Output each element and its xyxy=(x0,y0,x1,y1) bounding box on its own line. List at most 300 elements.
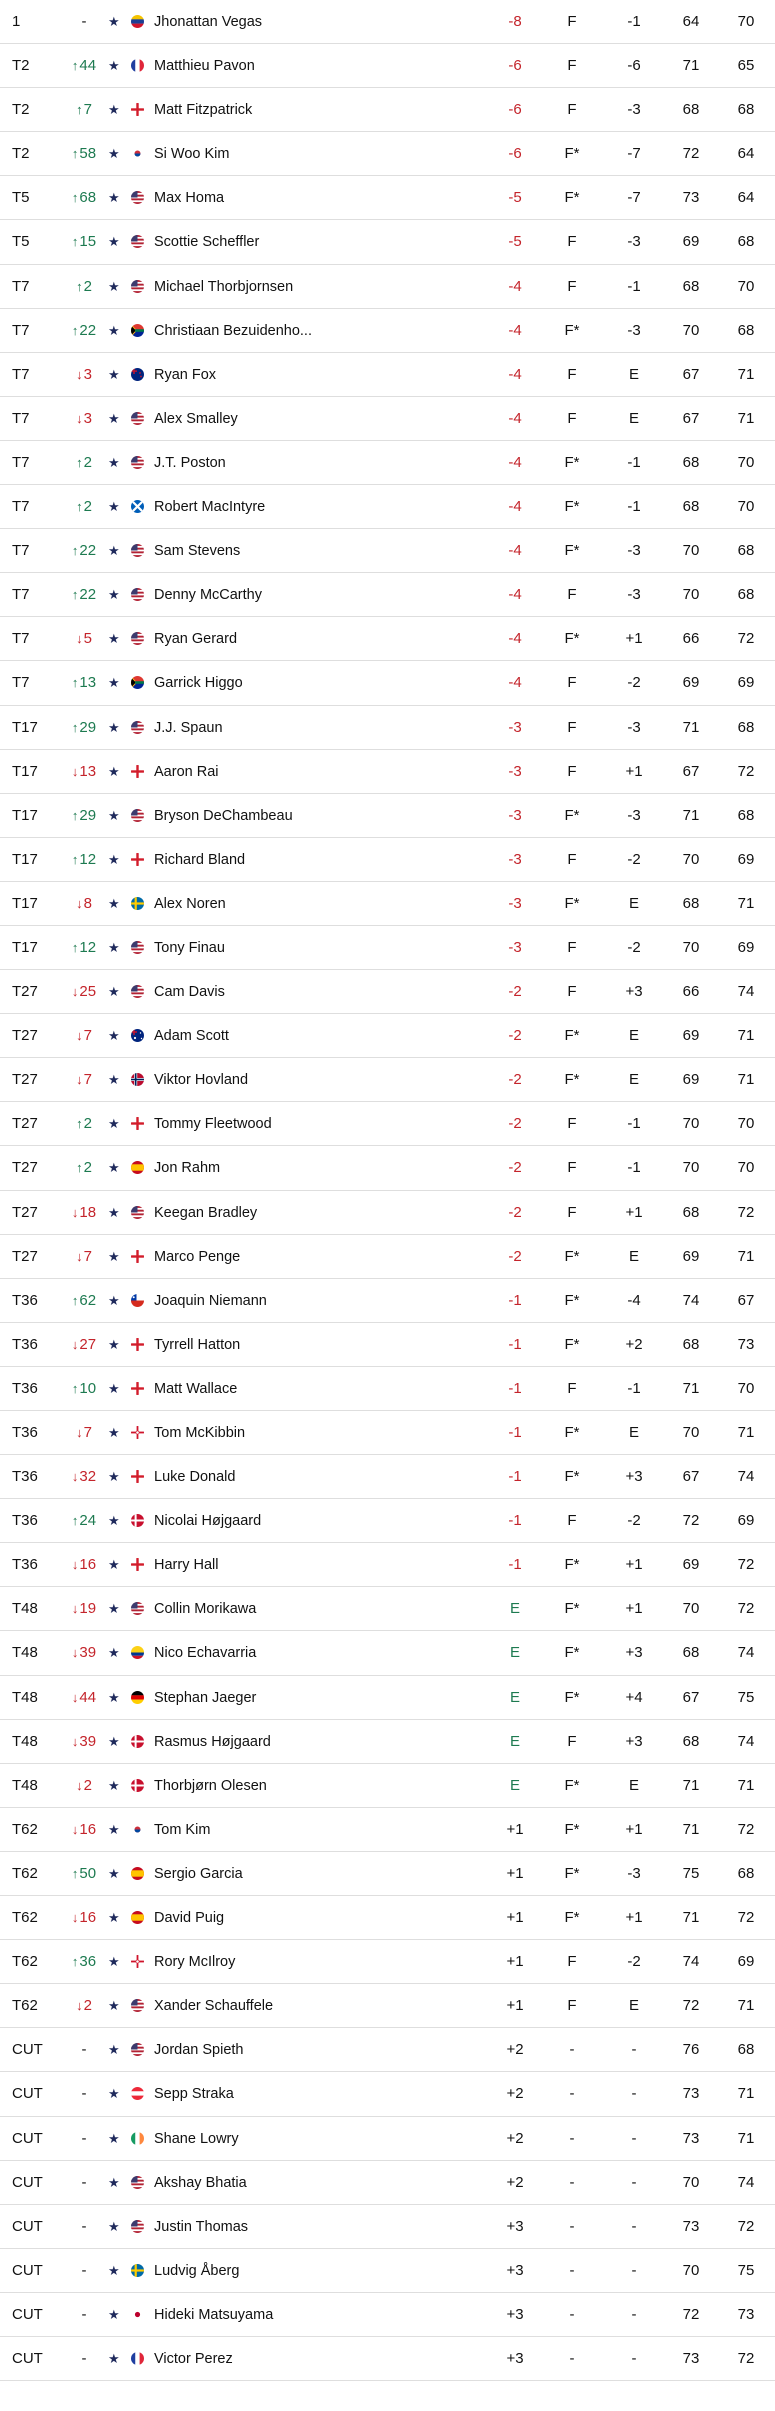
player-name[interactable]: Richard Bland xyxy=(154,851,246,868)
player-name[interactable]: Tyrrell Hatton xyxy=(154,1336,241,1353)
favorite-star-icon[interactable]: ★ xyxy=(108,763,120,779)
arrow-up-icon: ↑ xyxy=(71,1954,79,1970)
arrow-down-icon: ↓ xyxy=(76,366,83,382)
arrow-down-icon: ↓ xyxy=(71,984,79,1000)
favorite-star-icon[interactable]: ★ xyxy=(108,984,120,1000)
favorite-star-icon[interactable]: ★ xyxy=(108,1072,120,1088)
player-row[interactable] xyxy=(0,353,775,397)
player-row[interactable] xyxy=(0,2249,775,2293)
arrow-up-icon: ↑ xyxy=(76,1160,83,1176)
player-name[interactable]: Marco Penge xyxy=(154,1248,241,1265)
player-row[interactable] xyxy=(0,441,775,485)
round-score: -3 xyxy=(627,101,641,119)
flag-usa-icon xyxy=(131,941,144,954)
position-change-value: 44 xyxy=(79,57,97,75)
total-score: +1 xyxy=(506,1953,524,1971)
player-row[interactable] xyxy=(0,220,775,264)
round-2-strokes: 68 xyxy=(737,806,755,824)
round-2-strokes: 69 xyxy=(737,1953,755,1971)
player-row[interactable] xyxy=(0,397,775,441)
player-name[interactable]: Hideki Matsuyama xyxy=(154,2306,274,2323)
player-name[interactable]: Sergio Garcia xyxy=(154,1865,243,1882)
thru: - xyxy=(569,2261,575,2279)
arrow-down-icon: ↓ xyxy=(76,1425,83,1440)
favorite-star-icon[interactable]: ★ xyxy=(108,1865,120,1881)
position-change xyxy=(66,88,102,132)
favorite-star-icon[interactable]: ★ xyxy=(108,499,120,515)
favorite-star-icon[interactable]: ★ xyxy=(108,454,120,470)
player-name[interactable]: Jon Rahm xyxy=(154,1160,221,1177)
player-name[interactable]: David Puig xyxy=(154,1910,225,1927)
player-row[interactable] xyxy=(0,1764,775,1808)
player-name[interactable]: Sepp Straka xyxy=(154,2086,234,2103)
player-row[interactable] xyxy=(0,1146,775,1190)
position-change-value: 12 xyxy=(79,850,97,868)
player-name[interactable]: Ryan Gerard xyxy=(154,631,238,648)
player-name[interactable]: Jordan Spieth xyxy=(154,2042,244,2059)
round-1-strokes: 70 xyxy=(682,1159,700,1177)
player-row[interactable] xyxy=(0,2161,775,2205)
player-row[interactable] xyxy=(0,1852,775,1896)
player-name[interactable]: Collin Morikawa xyxy=(154,1601,257,1618)
total-score: +3 xyxy=(506,2217,524,2235)
arrow-down-icon: ↓ xyxy=(76,1028,83,1044)
position: T48 xyxy=(12,1600,38,1618)
round-2-strokes: 74 xyxy=(737,983,755,1001)
position-change-value: 22 xyxy=(79,586,97,604)
round-2-strokes: 74 xyxy=(737,1644,755,1662)
round-score: +1 xyxy=(625,1556,643,1574)
flag-norway-icon xyxy=(131,1073,144,1086)
flag-colombia-icon xyxy=(131,1646,144,1659)
player-name[interactable]: Keegan Bradley xyxy=(154,1204,258,1221)
arrow-up-icon: ↑ xyxy=(71,58,79,74)
total-score: +1 xyxy=(506,1820,524,1838)
player-name[interactable]: Joaquin Niemann xyxy=(154,1292,267,1309)
player-name[interactable]: Ryan Fox xyxy=(154,366,217,383)
round-score: -7 xyxy=(627,189,641,207)
player-row[interactable] xyxy=(0,1191,775,1235)
favorite-star-icon[interactable]: ★ xyxy=(108,1028,120,1044)
player-row[interactable] xyxy=(0,1279,775,1323)
player-name[interactable]: Bryson DeChambeau xyxy=(154,807,293,824)
player-name[interactable]: Sam Stevens xyxy=(154,543,241,560)
round-1-strokes: 73 xyxy=(682,2349,700,2367)
thru: F xyxy=(567,586,577,604)
favorite-star-icon[interactable]: ★ xyxy=(108,1777,120,1793)
flag-south-korea-icon xyxy=(131,1823,144,1836)
player-name[interactable]: Cam Davis xyxy=(154,984,225,1001)
total-score: E xyxy=(509,1600,520,1618)
round-2-strokes: 70 xyxy=(737,1379,755,1397)
favorite-star-icon[interactable]: ★ xyxy=(108,410,120,426)
favorite-star-icon[interactable]: ★ xyxy=(108,278,120,294)
position: T7 xyxy=(12,365,30,383)
favorite-star-icon[interactable]: ★ xyxy=(108,675,120,691)
player-row[interactable] xyxy=(0,2293,775,2337)
flag-usa-icon xyxy=(131,2220,144,2233)
player-name[interactable]: Matthieu Pavon xyxy=(154,58,255,75)
player-row[interactable] xyxy=(0,1896,775,1940)
player-row[interactable] xyxy=(0,1367,775,1411)
favorite-star-icon[interactable]: ★ xyxy=(108,102,120,118)
favorite-star-icon[interactable]: ★ xyxy=(108,1469,120,1485)
player-name[interactable]: Matt Fitzpatrick xyxy=(154,102,253,119)
player-row[interactable] xyxy=(0,1455,775,1499)
total-score: -3 xyxy=(508,938,522,956)
flag-england-icon xyxy=(131,1470,144,1483)
player-row[interactable] xyxy=(0,706,775,750)
thru: F* xyxy=(564,542,580,560)
favorite-star-icon[interactable]: ★ xyxy=(108,234,120,250)
flag-england-icon xyxy=(131,1338,144,1351)
round-2-strokes: 69 xyxy=(737,938,755,956)
position-change-value: 10 xyxy=(79,1379,97,1397)
favorite-star-icon[interactable]: ★ xyxy=(108,1116,120,1132)
favorite-star-icon[interactable]: ★ xyxy=(108,2218,120,2234)
player-name[interactable]: Alex Smalley xyxy=(154,410,238,427)
round-2-strokes: 72 xyxy=(737,1203,755,1221)
player-name[interactable]: Viktor Hovland xyxy=(154,1072,249,1089)
total-score: +2 xyxy=(506,2085,524,2103)
flag-spain-icon xyxy=(131,1911,144,1924)
round-1-strokes: 72 xyxy=(682,1997,700,2015)
favorite-star-icon[interactable]: ★ xyxy=(108,1910,120,1926)
favorite-star-icon[interactable]: ★ xyxy=(108,1645,120,1661)
thru: F xyxy=(567,277,577,295)
round-score: E xyxy=(628,1776,639,1794)
round-score: - xyxy=(631,2349,637,2367)
position: CUT xyxy=(12,2173,43,2191)
round-1-strokes: 70 xyxy=(682,586,700,604)
favorite-star-icon[interactable]: ★ xyxy=(108,2350,120,2366)
round-2-strokes: 68 xyxy=(737,233,755,251)
round-1-strokes: 68 xyxy=(682,277,700,295)
position: T36 xyxy=(12,1424,38,1441)
flag-england-icon xyxy=(131,1558,144,1571)
thru: F* xyxy=(564,1600,580,1618)
player-name[interactable]: Rasmus Højgaard xyxy=(154,1733,271,1750)
total-score: E xyxy=(509,1644,520,1662)
round-score: -1 xyxy=(627,13,641,30)
position: T36 xyxy=(12,1335,38,1353)
favorite-star-icon[interactable]: ★ xyxy=(108,939,120,955)
player-name[interactable]: Denny McCarthy xyxy=(154,587,262,604)
round-2-strokes: 64 xyxy=(737,189,755,207)
favorite-star-icon[interactable]: ★ xyxy=(108,2306,120,2322)
player-name[interactable]: Matt Wallace xyxy=(154,1380,238,1397)
round-score: -3 xyxy=(627,542,641,560)
favorite-star-icon[interactable]: ★ xyxy=(108,2262,120,2278)
flag-ireland-icon xyxy=(131,2132,144,2145)
player-row[interactable] xyxy=(0,2117,775,2161)
total-score: -2 xyxy=(508,1247,522,1265)
total-score: +3 xyxy=(506,2305,524,2323)
player-name[interactable]: Thorbjørn Olesen xyxy=(154,1777,267,1794)
player-row[interactable] xyxy=(0,1631,775,1675)
total-score: -4 xyxy=(508,277,522,295)
round-1-strokes: 66 xyxy=(682,630,700,648)
favorite-star-icon[interactable]: ★ xyxy=(108,1336,120,1352)
favorite-star-icon[interactable]: ★ xyxy=(108,1954,120,1970)
round-2-strokes: 65 xyxy=(737,57,755,75)
position-change: - xyxy=(81,2349,87,2367)
thru: F xyxy=(567,1953,577,1971)
player-name[interactable]: Michael Thorbjornsen xyxy=(154,278,294,295)
position-change-value: 39 xyxy=(79,1732,97,1750)
round-score: - xyxy=(631,2173,637,2191)
player-row[interactable] xyxy=(0,573,775,617)
position-change xyxy=(66,1587,102,1631)
position: T48 xyxy=(12,1776,38,1794)
favorite-star-icon[interactable]: ★ xyxy=(108,1689,120,1705)
player-row[interactable] xyxy=(0,132,775,176)
player-row[interactable] xyxy=(0,2072,775,2116)
favorite-star-icon[interactable]: ★ xyxy=(108,146,120,162)
flag-denmark-icon xyxy=(131,1514,144,1527)
player-row[interactable] xyxy=(0,265,775,309)
player-row[interactable] xyxy=(0,2028,775,2072)
position: T7 xyxy=(12,498,30,516)
favorite-star-icon[interactable]: ★ xyxy=(108,1601,120,1617)
total-score: -4 xyxy=(508,365,522,383)
round-score: +1 xyxy=(625,1820,643,1838)
favorite-star-icon[interactable]: ★ xyxy=(108,543,120,559)
flag-usa-icon xyxy=(131,280,144,293)
player-name[interactable]: Nicolai Højgaard xyxy=(154,1513,262,1530)
thru: F* xyxy=(564,1820,580,1838)
player-name[interactable]: Christiaan Bezuidenho... xyxy=(154,322,312,339)
total-score: -6 xyxy=(508,57,522,75)
thru: F xyxy=(567,57,577,75)
player-name[interactable]: Scottie Scheffler xyxy=(154,234,260,251)
favorite-star-icon[interactable]: ★ xyxy=(108,1821,120,1837)
player-name[interactable]: Aaron Rai xyxy=(154,763,219,780)
player-row[interactable] xyxy=(0,1720,775,1764)
player-name[interactable]: Adam Scott xyxy=(154,1028,229,1045)
round-1-strokes: 70 xyxy=(682,1600,700,1618)
player-name[interactable]: Justin Thomas xyxy=(154,2218,249,2235)
favorite-star-icon[interactable]: ★ xyxy=(108,895,120,911)
total-score: +1 xyxy=(506,1997,524,2015)
round-1-strokes: 69 xyxy=(682,1247,700,1265)
arrow-up-icon: ↑ xyxy=(71,719,79,735)
round-1-strokes: 68 xyxy=(682,1335,700,1353)
position-change-value: 39 xyxy=(79,1644,97,1662)
player-row[interactable] xyxy=(0,1587,775,1631)
favorite-star-icon[interactable]: ★ xyxy=(108,1733,120,1749)
player-row[interactable] xyxy=(0,661,775,705)
favorite-star-icon[interactable]: ★ xyxy=(108,1513,120,1529)
player-row[interactable] xyxy=(0,882,775,926)
arrow-down-icon: ↓ xyxy=(76,1072,83,1088)
round-score: +1 xyxy=(625,762,643,780)
player-row[interactable] xyxy=(0,1499,775,1543)
player-row[interactable] xyxy=(0,1235,775,1279)
favorite-star-icon[interactable]: ★ xyxy=(108,2130,120,2146)
favorite-star-icon[interactable]: ★ xyxy=(108,58,120,74)
thru: F* xyxy=(564,1468,580,1486)
thru: F* xyxy=(564,189,580,207)
total-score: +3 xyxy=(506,2349,524,2367)
position-change xyxy=(66,1191,102,1235)
player-row[interactable] xyxy=(0,1940,775,1984)
player-row[interactable] xyxy=(0,529,775,573)
arrow-up-icon: ↑ xyxy=(76,499,83,515)
position: T36 xyxy=(12,1468,38,1486)
favorite-star-icon[interactable]: ★ xyxy=(108,2042,120,2058)
total-score: -1 xyxy=(508,1335,522,1353)
player-name[interactable]: Robert MacIntyre xyxy=(154,499,266,516)
player-name[interactable]: Akshay Bhatia xyxy=(154,2174,247,2191)
flag-spain-icon xyxy=(131,1161,144,1174)
player-row[interactable] xyxy=(0,1323,775,1367)
player-row[interactable] xyxy=(0,485,775,529)
favorite-star-icon[interactable]: ★ xyxy=(108,1425,120,1440)
arrow-down-icon: ↓ xyxy=(71,763,79,779)
player-name[interactable]: Ludvig Åberg xyxy=(154,2262,240,2279)
favorite-star-icon[interactable]: ★ xyxy=(108,1292,120,1308)
position-change-value: 24 xyxy=(79,1512,97,1530)
player-row[interactable] xyxy=(0,1984,775,2028)
favorite-star-icon[interactable]: ★ xyxy=(108,1204,120,1220)
player-row[interactable] xyxy=(0,2205,775,2249)
position: T36 xyxy=(12,1556,38,1574)
player-row[interactable] xyxy=(0,88,775,132)
player-row[interactable] xyxy=(0,1808,775,1852)
player-row[interactable] xyxy=(0,838,775,882)
favorite-star-icon[interactable]: ★ xyxy=(108,14,120,29)
round-score: +1 xyxy=(625,1600,643,1618)
thru: F xyxy=(567,1203,577,1221)
player-row[interactable] xyxy=(0,617,775,661)
player-name[interactable]: Xander Schauffele xyxy=(154,1998,274,2015)
position-change xyxy=(66,1631,102,1675)
flag-denmark-icon xyxy=(131,1779,144,1792)
player-name[interactable]: Tom McKibbin xyxy=(154,1425,246,1441)
favorite-star-icon[interactable]: ★ xyxy=(108,1380,120,1396)
arrow-down-icon: ↓ xyxy=(71,1821,79,1837)
player-name[interactable]: J.J. Spaun xyxy=(154,719,223,736)
favorite-star-icon[interactable]: ★ xyxy=(108,1557,120,1573)
player-name[interactable]: Nico Echavarria xyxy=(154,1645,257,1662)
favorite-star-icon[interactable]: ★ xyxy=(108,190,120,206)
thru: F* xyxy=(564,1776,580,1794)
player-name[interactable]: Garrick Higgo xyxy=(154,675,243,692)
player-row[interactable] xyxy=(0,44,775,88)
thru: F* xyxy=(564,894,580,912)
position-change-value: 2 xyxy=(83,277,92,295)
favorite-star-icon[interactable]: ★ xyxy=(108,1160,120,1176)
position-change xyxy=(66,132,102,176)
favorite-star-icon[interactable]: ★ xyxy=(108,807,120,823)
arrow-down-icon: ↓ xyxy=(71,1204,79,1220)
player-name[interactable]: Jhonattan Vegas xyxy=(154,14,263,30)
favorite-star-icon[interactable]: ★ xyxy=(108,2086,120,2102)
round-2-strokes: 72 xyxy=(737,1600,755,1618)
position: CUT xyxy=(12,2085,43,2103)
total-score: -1 xyxy=(508,1556,522,1574)
position-change-value: 68 xyxy=(79,189,97,207)
round-1-strokes: 71 xyxy=(682,718,700,736)
player-name[interactable]: Stephan Jaeger xyxy=(154,1689,257,1706)
player-name[interactable]: Rory McIlroy xyxy=(154,1954,236,1971)
player-row[interactable] xyxy=(0,176,775,220)
position-change-value: 7 xyxy=(83,1027,92,1045)
favorite-star-icon[interactable]: ★ xyxy=(108,2174,120,2190)
position: T7 xyxy=(12,542,30,560)
player-name[interactable]: Tony Finau xyxy=(154,939,225,956)
favorite-star-icon[interactable]: ★ xyxy=(108,631,120,647)
total-score: E xyxy=(509,1732,520,1750)
total-score: -3 xyxy=(508,850,522,868)
player-row[interactable] xyxy=(0,1058,775,1102)
player-row[interactable] xyxy=(0,309,775,353)
round-1-strokes: 70 xyxy=(682,542,700,560)
round-2-strokes: 68 xyxy=(737,1864,755,1882)
player-name[interactable]: Si Woo Kim xyxy=(154,146,230,163)
flag-usa-icon xyxy=(131,809,144,822)
position-change xyxy=(66,926,102,970)
player-row[interactable] xyxy=(0,794,775,838)
player-row[interactable] xyxy=(0,1411,775,1455)
thru: F xyxy=(567,1997,577,2015)
favorite-star-icon[interactable]: ★ xyxy=(108,1248,120,1264)
round-1-strokes: 71 xyxy=(682,57,700,75)
player-row[interactable] xyxy=(0,750,775,794)
player-row[interactable] xyxy=(0,0,775,44)
round-1-strokes: 67 xyxy=(682,1468,700,1486)
position: T7 xyxy=(12,453,30,471)
thru: F* xyxy=(564,1864,580,1882)
favorite-star-icon[interactable]: ★ xyxy=(108,1998,120,2014)
thru: F* xyxy=(564,1424,580,1441)
player-name[interactable]: J.T. Poston xyxy=(154,454,226,471)
position-change xyxy=(66,1279,102,1323)
player-row[interactable] xyxy=(0,2337,775,2381)
round-1-strokes: 71 xyxy=(682,1820,700,1838)
player-name[interactable]: Tommy Fleetwood xyxy=(154,1116,272,1133)
player-row[interactable] xyxy=(0,1676,775,1720)
position-change xyxy=(66,1058,102,1102)
round-score: -2 xyxy=(627,674,641,692)
player-row[interactable] xyxy=(0,1014,775,1058)
total-score: -2 xyxy=(508,1159,522,1177)
player-row[interactable] xyxy=(0,970,775,1014)
arrow-down-icon: ↓ xyxy=(71,1645,79,1661)
player-row[interactable] xyxy=(0,1102,775,1146)
favorite-star-icon[interactable]: ★ xyxy=(108,851,120,867)
flag-spain-icon xyxy=(131,1867,144,1880)
player-name[interactable]: Harry Hall xyxy=(154,1557,219,1574)
favorite-star-icon[interactable]: ★ xyxy=(108,719,120,735)
total-score: -8 xyxy=(508,13,522,30)
position-change-value: 7 xyxy=(83,1071,92,1089)
round-2-strokes: 71 xyxy=(737,894,755,912)
position: T5 xyxy=(12,189,30,207)
favorite-star-icon[interactable]: ★ xyxy=(108,322,120,338)
player-row[interactable] xyxy=(0,1543,775,1587)
player-name[interactable]: Victor Perez xyxy=(154,2350,233,2367)
player-name[interactable]: Alex Noren xyxy=(154,895,226,912)
player-name[interactable]: Tom Kim xyxy=(154,1821,211,1838)
player-name[interactable]: Luke Donald xyxy=(154,1469,236,1486)
player-row[interactable] xyxy=(0,926,775,970)
player-name[interactable]: Max Homa xyxy=(154,190,225,207)
player-name[interactable]: Shane Lowry xyxy=(154,2130,239,2147)
favorite-star-icon[interactable]: ★ xyxy=(108,366,120,382)
favorite-star-icon[interactable]: ★ xyxy=(108,587,120,603)
